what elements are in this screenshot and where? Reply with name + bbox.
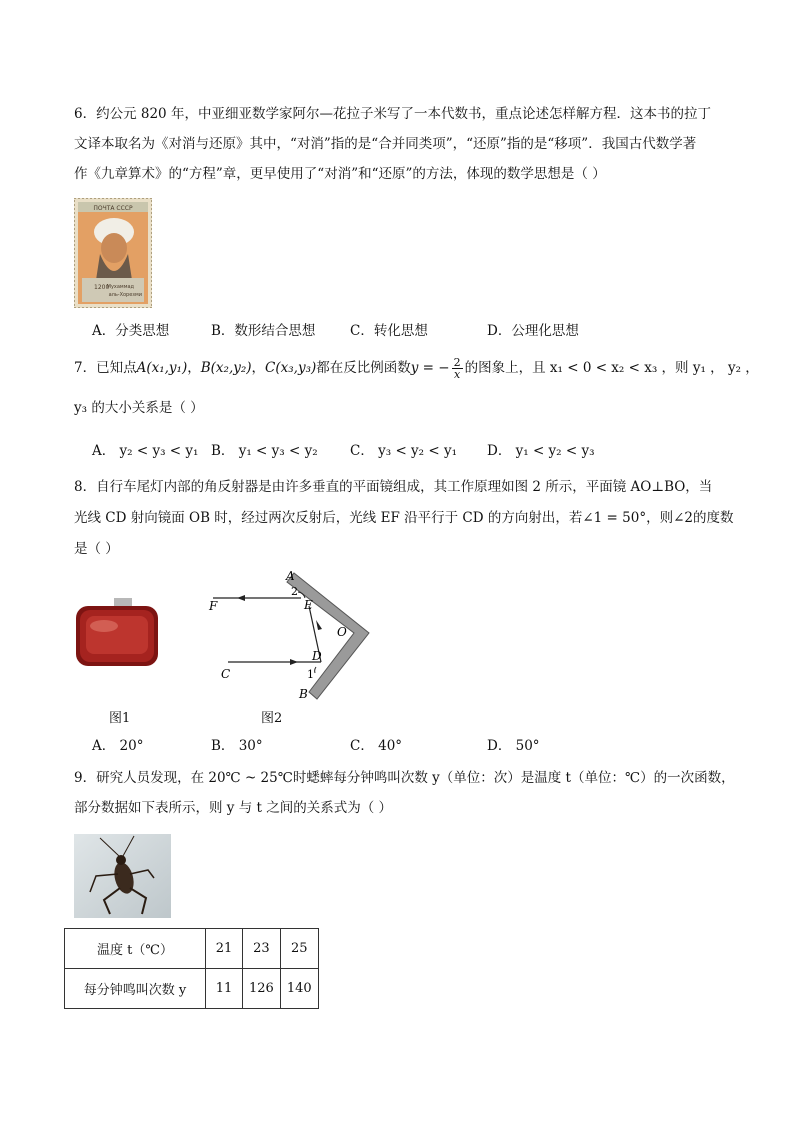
q8-option-a[interactable]: A． 20°	[92, 738, 144, 754]
q7-mid: 都在反比例函数	[316, 360, 411, 376]
figure-2-label: 图2	[261, 711, 283, 726]
q7-option-c[interactable]: C． y₃ < y₂ < y₁	[350, 443, 458, 459]
q8-option-c[interactable]: C． 40°	[350, 738, 403, 754]
figure-1-label: 图1	[109, 711, 131, 726]
q7-point-c: C(x₃,y₃)	[265, 360, 317, 376]
table-cell: 25	[280, 929, 318, 969]
q9-line-2: 部分数据如下表所示，则 y 与 t 之间的关系式为（ ）	[74, 800, 393, 816]
label-f: F	[209, 599, 218, 613]
table-cell: 11	[206, 969, 243, 1009]
label-e: E	[304, 598, 313, 612]
label-d: D	[312, 649, 322, 663]
q7-fraction	[452, 357, 463, 380]
q7-fraction-denominator: x	[454, 368, 461, 381]
reflector-diagram	[205, 566, 380, 706]
table-row	[65, 929, 319, 969]
q6-option-b[interactable]: B．数形结合思想	[211, 323, 316, 339]
q8-line-1: 8．自行车尾灯内部的角反射器是由许多垂直的平面镜组成，其工作原理如图 2 所示，平面镜 AO⊥BO，当	[74, 479, 713, 495]
label-a: A	[286, 569, 295, 583]
q7-line-1: 7．已知点A(x₁,y₁)，B(x₂,y₂)，C(x₃,y₃)都在反比例函数y = − $\frac{2}{x}$ 的图象上，且 x₁ < 0 < x₂ < x₃ ，则 y₁ ， y₂ ，	[74, 356, 759, 381]
q7-option-d[interactable]: D． y₁ < y₂ < y₃	[487, 443, 595, 459]
q7-point-a: A(x₁,y₁)	[136, 360, 188, 376]
q8-line-3: 是（ ）	[74, 541, 119, 557]
label-angle-2: 2	[291, 585, 298, 598]
table-header-temperature: 温度 t（℃）	[65, 929, 206, 969]
q7-prefix: 7．已知点	[74, 360, 137, 376]
q7-point-b: B(x₂,y₂)	[200, 360, 252, 376]
q8-line-2: 光线 CD 射向镜面 OB 时，经过两次反射后，光线 EF 沿平行于 CD 的方向射出，若∠1 = 50°，则∠2的度数	[74, 510, 734, 526]
data-table	[64, 928, 319, 1009]
q6-line-1: 6．约公元 820 年，中亚细亚数学家阿尔—花拉子米写了一本代数书，重点论述怎样解方程．这本书的拉丁	[74, 106, 711, 122]
label-angle-1: 1	[307, 668, 314, 681]
label-o: O	[337, 625, 347, 639]
table-cell: 126	[243, 969, 281, 1009]
label-b: B	[299, 687, 308, 701]
q8-option-d[interactable]: D． 50°	[487, 738, 540, 754]
q6-line-3: 作《九章算术》的“方程”章，更早使用了“对消”和“还原”的方法，体现的数学思想是（ ）	[74, 166, 606, 182]
q8-option-b[interactable]: B． 30°	[211, 738, 263, 754]
q6-option-d[interactable]: D．公理化思想	[487, 323, 579, 339]
stamp-image	[74, 198, 152, 308]
q7-function-lhs: y = −	[410, 360, 450, 376]
table-cell: 23	[243, 929, 281, 969]
stamp-top-text: ПОЧТА СССР	[93, 205, 133, 212]
q6-option-a[interactable]: A．分类思想	[92, 323, 170, 339]
q9-line-1: 9．研究人员发现，在 20℃ ~ 25℃时蟋蟀每分钟鸣叫次数 y（单位：次）是温度 t（单位：℃）的一次函数，	[74, 770, 735, 786]
stamp-name-2: аль-Хорезми	[108, 292, 142, 298]
table-cell: 140	[280, 969, 318, 1009]
q7-condition: 的图象上，且 x₁ < 0 < x₂ < x₃ ，则 y₁ ， y₂ ，	[464, 360, 759, 376]
stamp-year: 1200	[94, 284, 110, 291]
table-cell: 21	[206, 929, 243, 969]
table-row	[65, 969, 319, 1009]
table-header-chirps: 每分钟鸣叫次数 y	[65, 969, 206, 1009]
cricket-image	[74, 834, 171, 918]
q6-line-2: 文译本取名为《对消与还原》其中，“对消”指的是“合并同类项”，“还原”指的是“移项”．我国古代数学著	[74, 136, 697, 152]
label-c: C	[221, 667, 231, 681]
q6-option-c[interactable]: C．转化思想	[350, 323, 428, 339]
bike-taillight-image	[74, 598, 160, 670]
stamp-name-1: Мухаммад	[106, 284, 134, 290]
q7-fraction-numerator: 2	[453, 356, 461, 369]
q7-option-b[interactable]: B． y₁ < y₃ < y₂	[211, 443, 318, 459]
q7-option-a[interactable]: A． y₂ < y₃ < y₁	[92, 443, 199, 459]
q7-line-2: y₃ 的大小关系是（ ）	[74, 400, 204, 416]
